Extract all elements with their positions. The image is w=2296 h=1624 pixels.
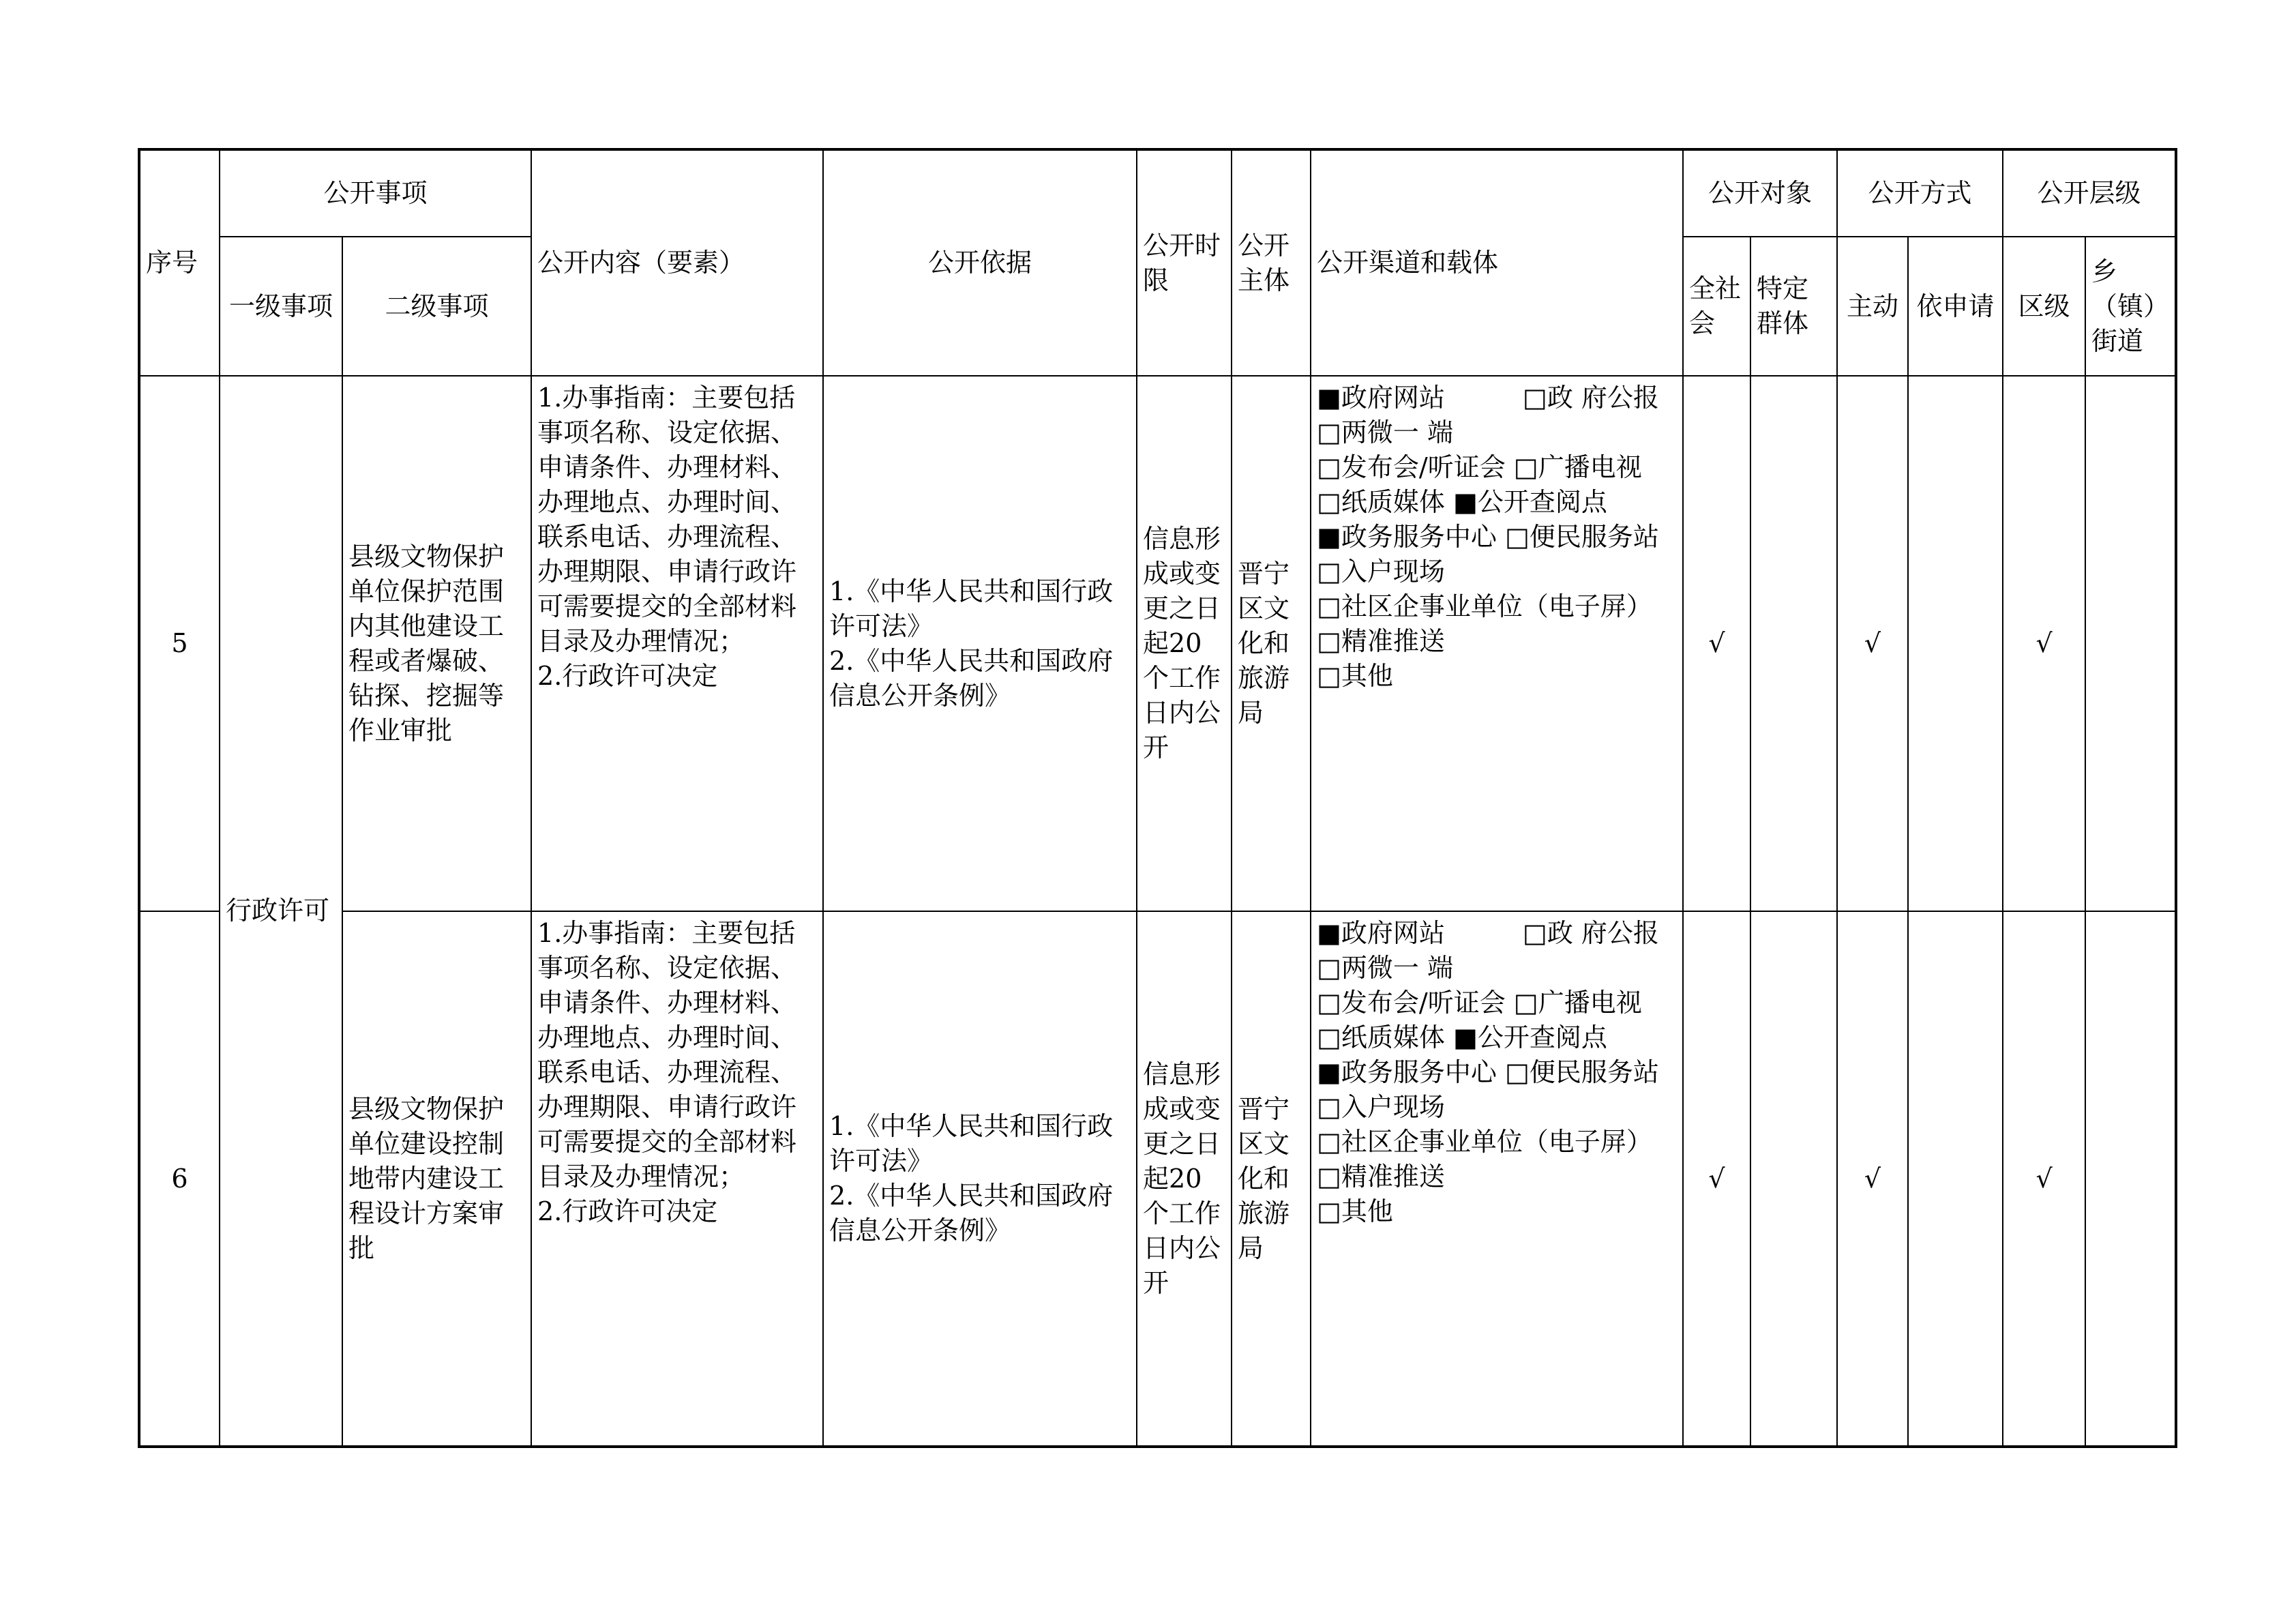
header-level1: 一级事项 (220, 237, 342, 376)
row-seq: 5 (139, 376, 220, 911)
header-time-limit: 公开时限 (1137, 149, 1232, 376)
row-level-town-check (2085, 376, 2176, 911)
row-time-limit: 信息形成或变更之日起20个工作日内公开 (1137, 911, 1232, 1447)
header-seq: 序号 (139, 149, 220, 376)
row-level-town-check (2085, 911, 2176, 1447)
header-target: 公开对象 (1683, 149, 1837, 237)
row-subject: 晋宁区文化和旅游局 (1232, 911, 1311, 1447)
header-target-specific: 特定群体 (1750, 237, 1837, 376)
header-method-active: 主动 (1837, 237, 1908, 376)
row-content: 1.办事指南：主要包括事项名称、设定依据、申请条件、办理材料、办理地点、办理时间、联系电话、办理流程、办理期限、申请行政许可需要提交的全部材料目录及办理情况； 2.行政许可决定 (531, 911, 823, 1447)
row-method-active-check: √ (1837, 376, 1908, 911)
row-method-apply-check (1908, 911, 2003, 1447)
row-basis: 1.《中华人民共和国行政许可法》 2.《中华人民共和国政府信息公开条例》 (823, 911, 1137, 1447)
header-level-town: 乡（镇）街道 (2085, 237, 2176, 376)
header-public-item: 公开事项 (220, 149, 531, 237)
header-channel: 公开渠道和载体 (1311, 149, 1683, 376)
row-method-active-check: √ (1837, 911, 1908, 1447)
row-level-district-check: √ (2003, 376, 2085, 911)
row-level2: 县级文物保护单位建设控制地带内建设工程设计方案审批 (342, 911, 531, 1447)
table-row (139, 376, 2176, 911)
header-method: 公开方式 (1837, 149, 2003, 237)
row-method-apply-check (1908, 376, 2003, 911)
row-basis: 1.《中华人民共和国行政许可法》 2.《中华人民共和国政府信息公开条例》 (823, 376, 1137, 911)
header-method-apply: 依申请 (1908, 237, 2003, 376)
row-channel: ■政府网站 □政 府公报 □两微一 端 □发布会/听证会 □广播电视 □纸质媒体 ■公开查阅点 ■政务服务中心 □便民服务站 □入户现场 □社区企事业单位（电子屏） □精准推送 □其他 (1311, 376, 1683, 911)
row-target-specific-check (1750, 911, 1837, 1447)
header-basis: 公开依据 (823, 149, 1137, 376)
row-content: 1.办事指南：主要包括事项名称、设定依据、申请条件、办理材料、办理地点、办理时间、联系电话、办理流程、办理期限、申请行政许可需要提交的全部材料目录及办理情况； 2.行政许可决定 (531, 376, 823, 911)
row-channel: ■政府网站 □政 府公报 □两微一 端 □发布会/听证会 □广播电视 □纸质媒体 ■公开查阅点 ■政务服务中心 □便民服务站 □入户现场 □社区企事业单位（电子屏） □精准推送 □其他 (1311, 911, 1683, 1447)
row-time-limit: 信息形成或变更之日起20个工作日内公开 (1137, 376, 1232, 911)
row-subject: 晋宁区文化和旅游局 (1232, 376, 1311, 911)
row-level-district-check: √ (2003, 911, 2085, 1447)
header-content: 公开内容（要素） (531, 149, 823, 376)
header-target-all: 全社会 (1683, 237, 1750, 376)
table-row (139, 911, 2176, 1447)
row-target-specific-check (1750, 376, 1837, 911)
row-target-all-check: √ (1683, 376, 1750, 911)
disclosure-table (138, 148, 2177, 1448)
header-row-1 (139, 149, 2176, 237)
row-level1: 行政许可 (220, 376, 342, 1447)
row-seq: 6 (139, 911, 220, 1447)
row-level2: 县级文物保护单位保护范围内其他建设工程或者爆破、钻探、挖掘等作业审批 (342, 376, 531, 911)
header-level-district: 区级 (2003, 237, 2085, 376)
header-subject: 公开主体 (1232, 149, 1311, 376)
header-level: 公开层级 (2003, 149, 2176, 237)
row-target-all-check: √ (1683, 911, 1750, 1447)
header-level2: 二级事项 (342, 237, 531, 376)
